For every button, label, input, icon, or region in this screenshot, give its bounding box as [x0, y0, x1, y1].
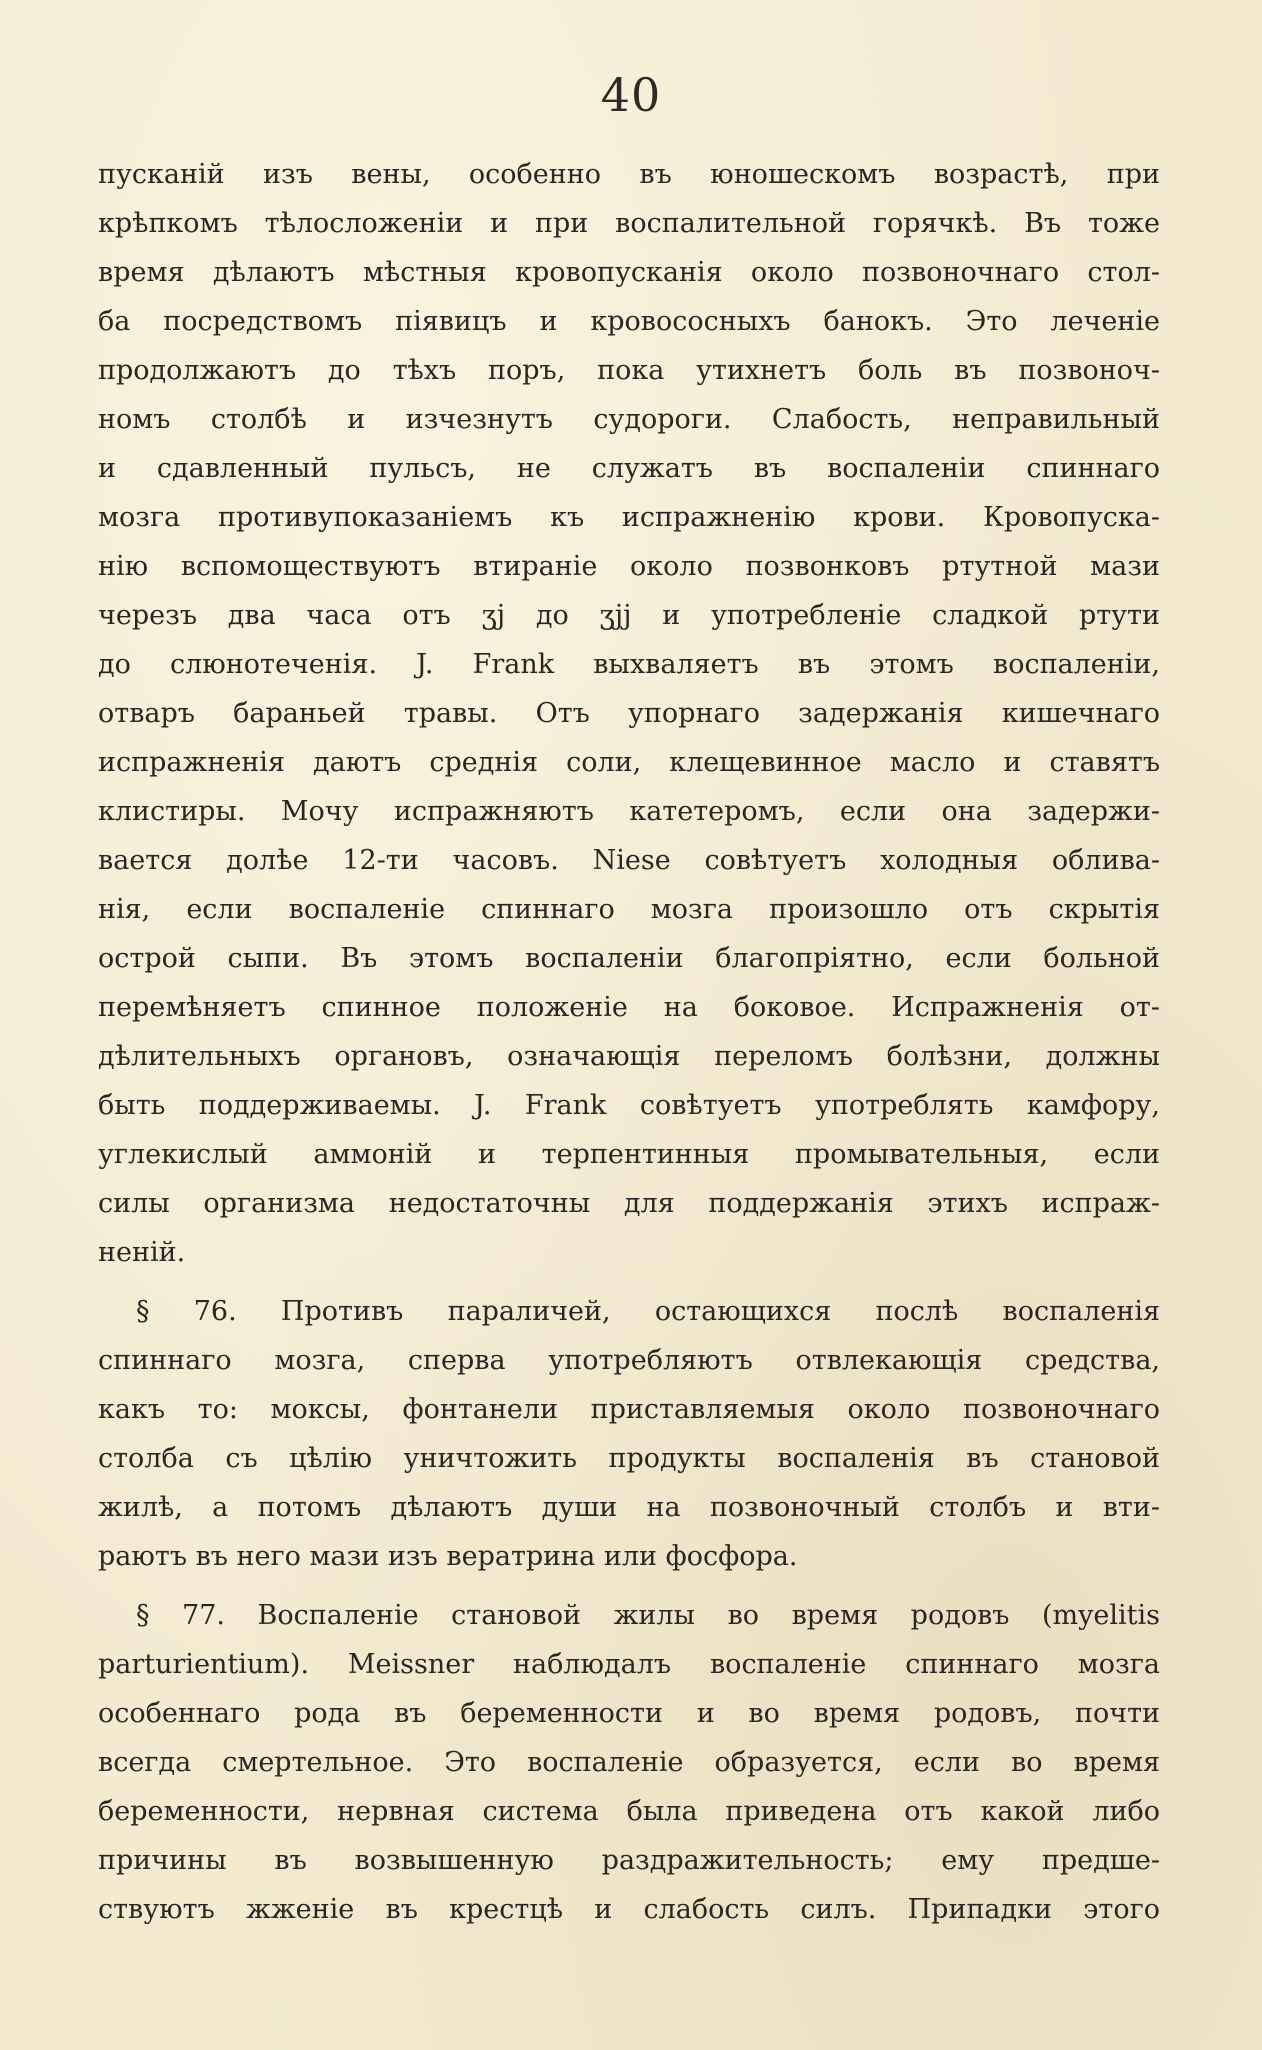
text-line: какъ то: моксы, фонтанели приставляемыя около позвоночнаго: [98, 1394, 1160, 1425]
text-line: особеннаго рода въ беременности и во время родовъ, почти: [98, 1698, 1160, 1729]
text-line: продолжаютъ до тѣхъ поръ, пока утихнетъ боль въ позвоноч-: [98, 355, 1160, 386]
text-line: номъ столбѣ и изчезнутъ судороги. Слабость, неправильный: [98, 404, 1160, 435]
text-line: ствуютъ жженіе въ крестцѣ и слабость силъ. Припадки этого: [98, 1894, 1160, 1925]
text-line: испражненія даютъ среднія соли, клещевинное масло и ставятъ: [98, 747, 1160, 778]
text-line: черезъ два часа отъ ʒj до ʒjj и употребленіе сладкой ртути: [98, 600, 1160, 631]
text-line: крѣпкомъ тѣлосложеніи и при воспалительной горячкѣ. Въ тоже: [98, 208, 1160, 239]
text-line: всегда смертельное. Это воспаленіе образуется, если во время: [98, 1747, 1160, 1778]
text-line: перемѣняетъ спинное положеніе на боковое. Испражненія от-: [98, 992, 1160, 1023]
text-line: пусканій изъ вены, особенно въ юношескомъ возрастѣ, при: [98, 159, 1160, 190]
text-line: углекислый аммоній и терпентинныя промывательныя, если: [98, 1139, 1160, 1170]
text-line: раютъ въ него мази изъ вератрина или фосфора.: [98, 1541, 798, 1572]
paragraph-section-77: [98, 1591, 1160, 1934]
paragraph-section-76: [98, 1287, 1160, 1581]
text-line: причины въ возвышенную раздражительность; ему предше-: [98, 1845, 1160, 1876]
text-line: острой сыпи. Въ этомъ воспаленіи благопріятно, если больной: [98, 943, 1160, 974]
text-line: отваръ бараньей травы. Отъ упорнаго задержанія кишечнаго: [98, 698, 1160, 729]
text-line: нія, если воспаленіе спиннаго мозга произошло отъ скрытія: [98, 894, 1160, 925]
text-line: спиннаго мозга, сперва употребляютъ отвлекающія средства,: [98, 1345, 1160, 1376]
text-line: дѣлительныхъ органовъ, означающія переломъ болѣзни, должны: [98, 1041, 1160, 1072]
text-line: время дѣлаютъ мѣстныя кровопусканія около позвоночнаго стол-: [98, 257, 1160, 288]
paragraph-continuation: [98, 150, 1160, 1277]
text-line: и сдавленный пульсъ, не служатъ въ воспаленіи спиннаго: [98, 453, 1160, 484]
text-line: parturientium). Meissner наблюдалъ воспаленіе спиннаго мозга: [98, 1649, 1160, 1680]
text-line: § 76. Противъ параличей, остающихся послѣ воспаленія: [136, 1296, 1160, 1327]
text-line: столба съ цѣлію уничтожить продукты воспаленія въ становой: [98, 1443, 1160, 1474]
text-line: нію вспомоществуютъ втираніе около позвонковъ ртутной мази: [98, 551, 1160, 582]
text-line: быть поддерживаемы. J. Frank совѣтуетъ употреблять камфору,: [98, 1090, 1160, 1121]
text-line: ба посредствомъ піявицъ и кровососныхъ банокъ. Это леченіе: [98, 306, 1160, 337]
text-line: неній.: [98, 1237, 186, 1268]
text-line: жилѣ, а потомъ дѣлаютъ души на позвоночный столбъ и вти-: [98, 1492, 1160, 1523]
text-line: беременности, нервная система была приведена отъ какой либо: [98, 1796, 1160, 1827]
text-body: [98, 150, 1160, 1934]
text-line: вается долѣе 12-ти часовъ. Niese совѣтуетъ холодныя облива-: [98, 845, 1160, 876]
text-line: § 77. Воспаленіе становой жилы во время родовъ (myelitis: [136, 1600, 1160, 1631]
text-line: силы организма недостаточны для поддержанія этихъ испраж-: [98, 1188, 1160, 1219]
page-number: 40: [600, 68, 662, 122]
text-line: мозга противупоказаніемъ къ испражненію крови. Кровопуска-: [98, 502, 1160, 533]
text-line: клистиры. Мочу испражняютъ катетеромъ, если она задержи-: [98, 796, 1160, 827]
text-line: до слюнотеченія. J. Frank выхваляетъ въ этомъ воспаленіи,: [98, 649, 1160, 680]
